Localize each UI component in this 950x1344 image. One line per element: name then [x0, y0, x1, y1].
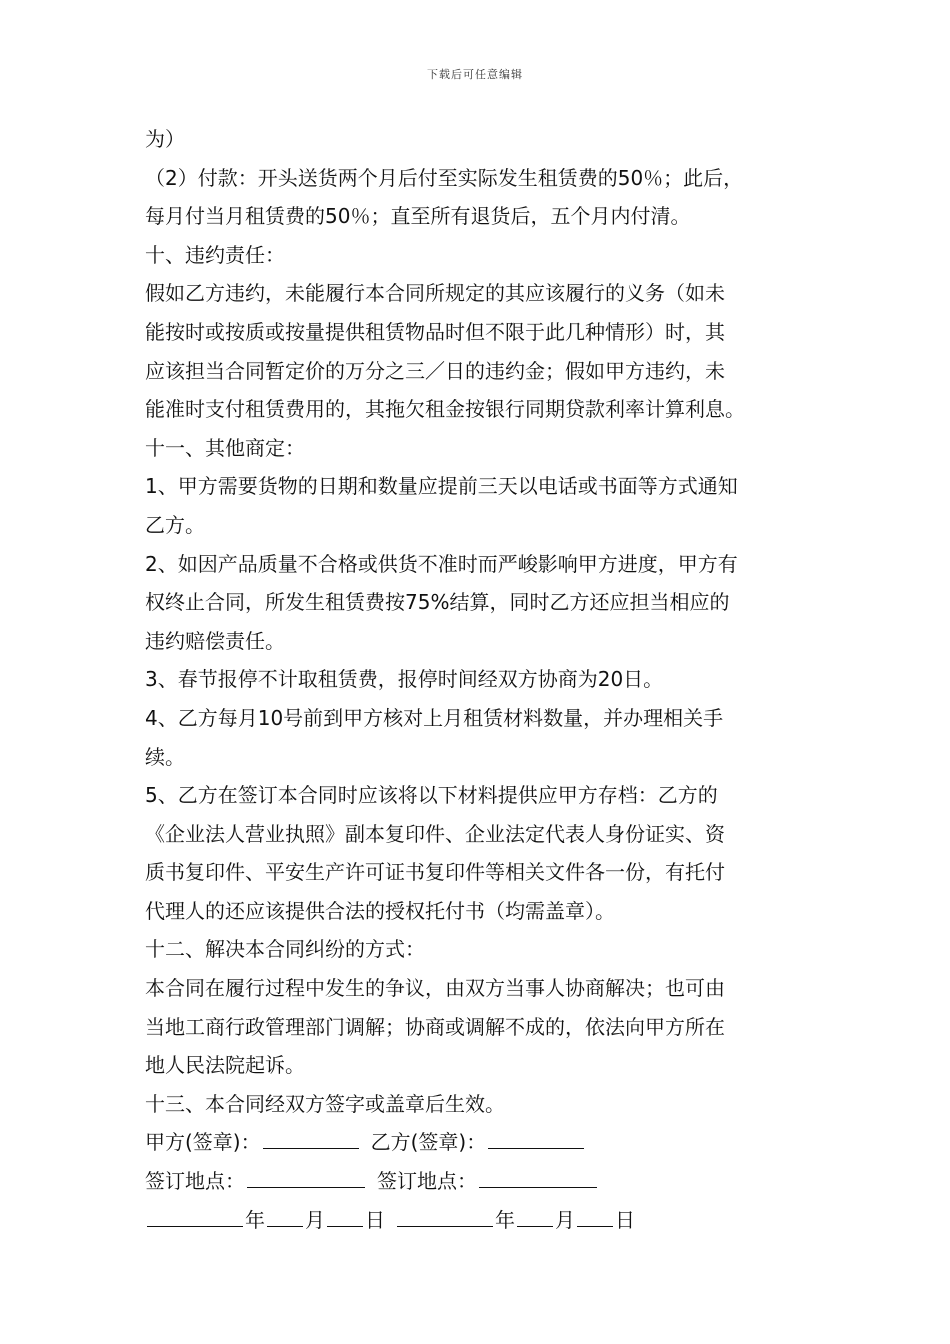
text-line: 假如乙方违约，未能履行本合同所规定的其应该履行的义务（如未 — [145, 281, 725, 306]
text-line: 2、如因产品质量不合格或供货不准时而严峻影响甲方进度，甲方有 — [145, 551, 738, 576]
page-header: 下载后可任意编辑 — [427, 68, 523, 81]
day-label: 日 — [615, 1207, 635, 1232]
party-a-place-label: 签订地点： — [145, 1169, 245, 1194]
day-label: 日 — [365, 1207, 385, 1232]
text-line: 3、春节报停不计取租赁费，报停时间经双方协商为20日。 — [145, 667, 664, 692]
party-b-place-blank — [479, 1165, 597, 1188]
month-label: 月 — [305, 1207, 325, 1232]
party-a-month-blank — [267, 1204, 303, 1227]
party-a-signature-blank — [263, 1126, 359, 1149]
text-line: 应该担当合同暂定价的万分之三／日的违约金；假如甲方违约，未 — [145, 358, 725, 383]
date-row — [145, 1201, 825, 1240]
text-line: 质书复印件、平安生产许可证书复印件等相关文件各一份，有托付 — [145, 860, 725, 885]
party-b-day-blank — [577, 1204, 613, 1227]
contract-body — [145, 120, 825, 1239]
party-a-signature-label: 甲方(签章)： — [145, 1130, 261, 1155]
month-label: 月 — [555, 1207, 575, 1232]
section-heading: 十二、解决本合同纠纷的方式： — [145, 937, 425, 962]
year-label: 年 — [495, 1207, 515, 1232]
party-b-place-label: 签订地点： — [377, 1169, 477, 1194]
party-b-signature-blank — [488, 1126, 584, 1149]
party-a-year-blank — [147, 1204, 243, 1227]
party-a-day-blank — [327, 1204, 363, 1227]
party-a-place-blank — [247, 1165, 365, 1188]
text-line: （2）付款：开头送货两个月后付至实际发生租赁费的50％；此后， — [145, 165, 744, 190]
text-line: 地人民法院起诉。 — [145, 1053, 305, 1078]
signing-place-row — [145, 1162, 825, 1201]
text-line: 权终止合同，所发生租赁费按75%结算，同时乙方还应担当相应的 — [145, 590, 730, 615]
section-heading: 十一、其他商定： — [145, 435, 305, 460]
text-line: 违约赔偿责任。 — [145, 628, 285, 653]
signature-row — [145, 1123, 825, 1162]
section-heading: 十、违约责任： — [145, 242, 285, 267]
party-b-year-blank — [397, 1204, 493, 1227]
text-line: 4、乙方每月10号前到甲方核对上月租赁材料数量，并办理相关手 — [145, 705, 724, 730]
text-line: 代理人的还应该提供合法的授权托付书（均需盖章）。 — [145, 898, 615, 923]
year-label: 年 — [245, 1207, 265, 1232]
text-line: 每月付当月租赁费的50％；直至所有退货后，五个月内付清。 — [145, 204, 691, 229]
text-line: 能准时支付租赁费用的，其拖欠租金按银行同期贷款利率计算利息。 — [145, 397, 745, 422]
text-line: 《企业法人营业执照》副本复印件、企业法定代表人身份证实、资 — [145, 821, 725, 846]
text-line: 续。 — [145, 744, 185, 769]
text-line: 本合同在履行过程中发生的争议，由双方当事人协商解决；也可由 — [145, 976, 725, 1001]
text-line: 5、乙方在签订本合同时应该将以下材料提供应甲方存档：乙方的 — [145, 783, 718, 808]
party-b-month-blank — [517, 1204, 553, 1227]
section-heading: 十三、本合同经双方签字或盖章后生效。 — [145, 1091, 505, 1116]
party-b-signature-label: 乙方(签章)： — [370, 1130, 487, 1155]
text-line: 1、甲方需要货物的日期和数量应提前三天以电话或书面等方式通知 — [145, 474, 738, 499]
text-line: 能按时或按质或按量提供租赁物品时但不限于此几种情形）时，其 — [145, 319, 725, 344]
text-line: 乙方。 — [145, 512, 205, 537]
text-line: 为） — [145, 127, 185, 151]
text-line: 当地工商行政管理部门调解；协商或调解不成的，依法向甲方所在 — [145, 1014, 725, 1039]
